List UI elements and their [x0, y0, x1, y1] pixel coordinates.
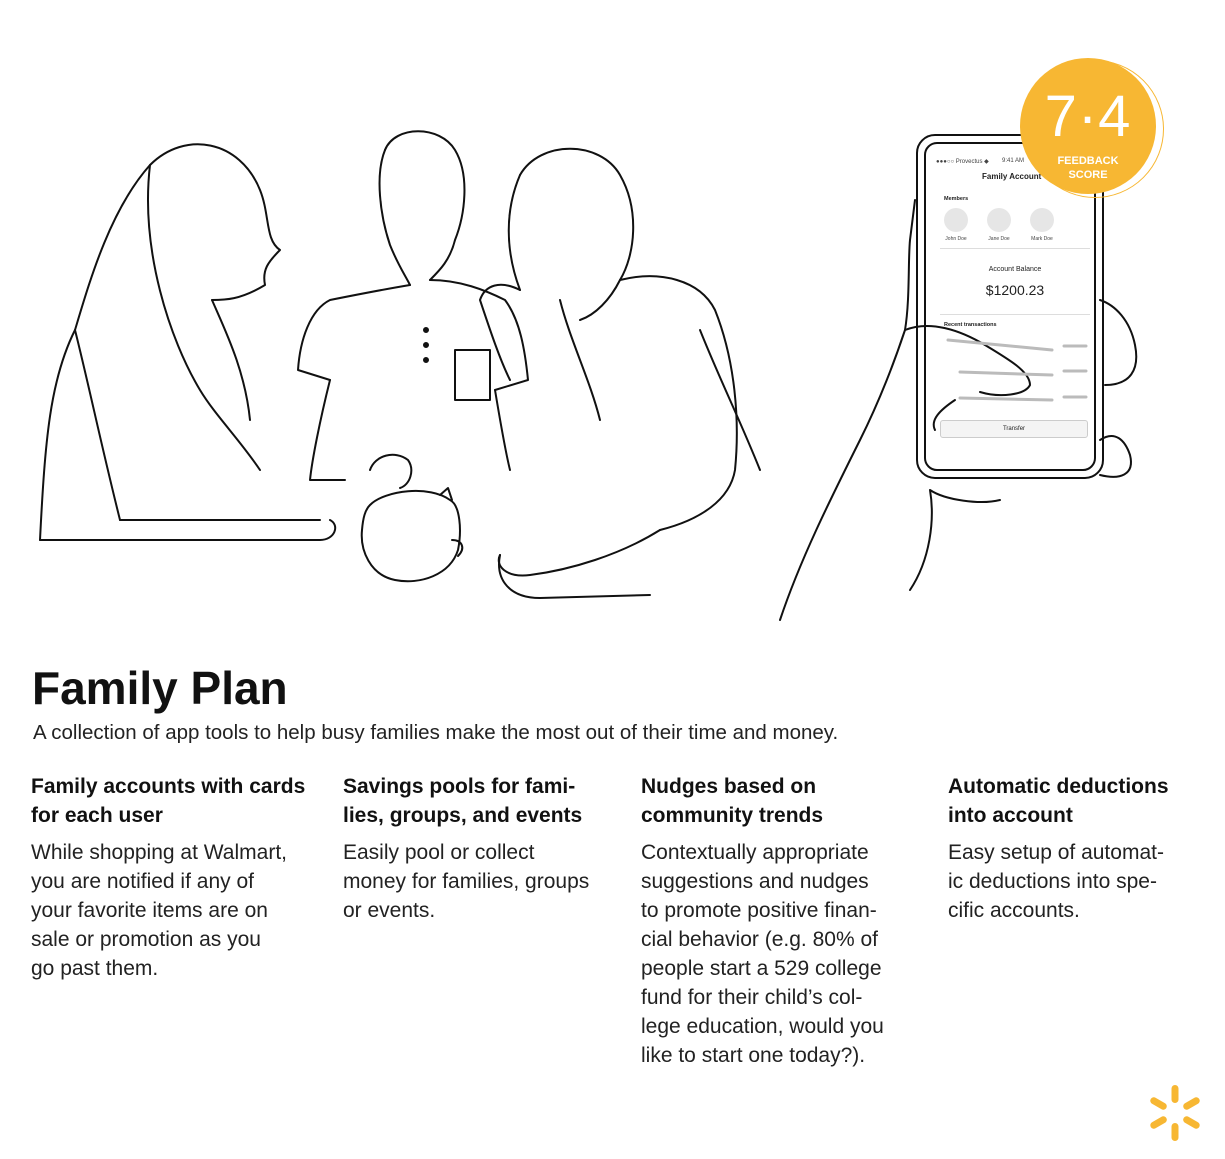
page-subtitle: A collection of app tools to help busy families make the most out of their time and money.	[33, 721, 839, 744]
avatar	[1030, 208, 1054, 232]
clock-label: 9:41 AM	[1002, 158, 1025, 164]
avatar	[987, 208, 1011, 232]
feedback-label-line2: SCORE	[1068, 169, 1108, 181]
member-item[interactable]	[981, 208, 1017, 242]
members-heading: Members	[944, 196, 969, 202]
feedback-label-line1: FEEDBACK	[1057, 155, 1119, 167]
feature-heading: Automatic deductions into account	[948, 775, 1169, 827]
feedback-score-badge	[1020, 58, 1156, 194]
member-name: John Doe	[945, 236, 967, 242]
feature-column-nudges	[641, 772, 931, 1070]
balance-value: $1200.23	[985, 282, 1045, 298]
member-item[interactable]	[938, 208, 974, 242]
feature-heading: Family accounts with cards for each user	[31, 775, 306, 827]
member-item[interactable]	[1024, 208, 1060, 242]
feature-body: While shopping at Walmart, you are notified if any of your favorite items are on sale or promotion as you go past them.	[31, 841, 287, 980]
divider	[940, 314, 1090, 315]
feature-heading: Savings pools for fami- lies, groups, and events	[343, 775, 583, 827]
carrier-label: ●●●○○ Provectus ◆	[936, 159, 989, 165]
phone-screen-title: Family Account	[982, 172, 1042, 181]
feature-column-family-accounts	[31, 772, 321, 983]
feature-body: Contextually appropriate suggestions and nudges to promote positive finan- cial behavior (e.g. 80% of people start a 529 college fund for their child’s col- lege education, would you like to start one today?).	[641, 841, 884, 1067]
avatar	[944, 208, 968, 232]
feature-body: Easy setup of automat- ic deductions into spe- cific accounts.	[948, 841, 1164, 922]
divider	[940, 248, 1090, 249]
recent-transactions-heading: Recent transactions	[944, 322, 997, 328]
feature-column-savings-pools	[343, 772, 633, 925]
feature-column-automatic-deductions	[948, 772, 1208, 925]
member-name: Jane Doe	[988, 236, 1010, 242]
feedback-score-value: 7·4	[1044, 84, 1132, 149]
feature-body: Easily pool or collect money for families, groups or events.	[343, 841, 590, 922]
phone-screen	[930, 150, 1095, 460]
feedback-score-label	[1020, 154, 1156, 182]
feature-heading: Nudges based on community trends	[641, 775, 824, 827]
page-title: Family Plan	[32, 662, 288, 714]
walmart-spark-icon	[1145, 1083, 1205, 1143]
member-name: Mark Doe	[1031, 236, 1053, 242]
transfer-button[interactable]: Transfer	[940, 420, 1088, 438]
balance-label: Account Balance	[988, 266, 1042, 273]
